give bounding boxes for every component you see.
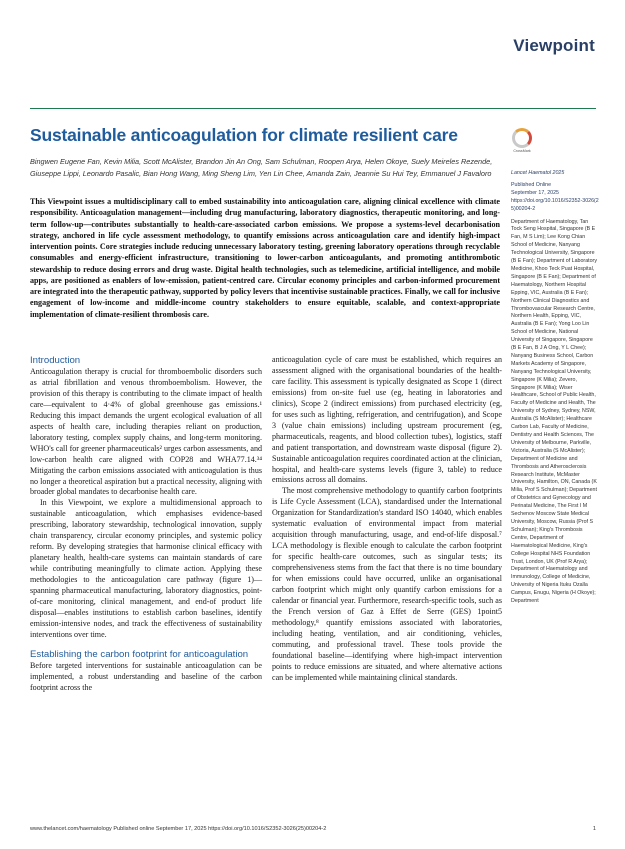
heading-carbon-footprint: Establishing the carbon footprint for anticoagulation xyxy=(30,648,249,660)
doi-link[interactable]: https://doi.org/10.1016/S2352-3026(25)00204-2 xyxy=(511,197,599,212)
section-label: Viewpoint xyxy=(513,36,595,55)
journal-name: Lancet Haematol 2025 xyxy=(511,170,565,176)
crossmark-label: CrossMark xyxy=(513,149,531,153)
paragraph: Before targeted interventions for sustainable anticoagulation can be implemented, a robust understanding and baseline of the carbon footprint across the xyxy=(30,660,262,692)
published-label: Published Online xyxy=(511,181,552,188)
page-footer xyxy=(30,826,596,832)
body-column-left xyxy=(30,355,262,694)
body-column-right xyxy=(272,355,502,684)
page-number: 1 xyxy=(592,826,596,832)
paragraph: anticoagulation cycle of care must be established, which requires an assessment aligned with the organisational boundaries of the health-care facility. This assessment is typically designated as Scope 1 (direct emissions) from on-site fuel use (eg, heating in laboratories and clinics), Scope 2 (indirect emissions) from purchased electricity (eg, for uses such as lighting, refrigeration, and centrifugation), and Scope 3 (value chain emissions) including upstream procurement (eg, pharmaceuticals, reagents, and blood collection tubes), logistics, staff and patient transportation, and downstream waste disposal (figure 2). Sustainable anticoagulation requires coordinated action at the clinician, hospital, and health-care systems levels (figure 3, table) to reduce emissions across all domains. xyxy=(272,355,502,485)
article-title: Sustainable anticoagulation for climate resilient care xyxy=(30,125,458,145)
published-date: September 17, 2025 xyxy=(511,189,560,196)
author-list: Bingwen Eugene Fan, Kevin Milia, Scott McAlister, Brandon Jin An Ong, Sam Schulman, Roopen Arya, Helen Okoye, Suely Meireles Rezende, Giuseppe Lippi, Leonardo Pasalic, Bian Hong Wang, Ming Sheng Lim, Yen Lin Chee, Amanda Zain, Jeannie Su Hui Tey, Emmanuel J Favaloro xyxy=(30,157,493,178)
crossmark-icon xyxy=(512,128,532,148)
footer-citation: www.thelancet.com/haematology Published online September 17, 2025 https://doi.org/10.1016/S2352-3026(25)00204-2 xyxy=(30,826,327,832)
header-divider xyxy=(30,108,596,109)
paragraph: Anticoagulation therapy is crucial for thromboembolic disorders such as atrial fibrillation and venous thromboembolism. However, the provision of this therapy is contributing to the climate impact of health care—equivalent to 4·4% of global greenhouse gas emissions.¹ Reducing this impact demands the urgent ecological evaluation of all aspects of health care, including therapies reliant on production, laboratory testing, complex supply chains, and long-term monitoring. WHO's call for greener pharmaceuticals² urges carbon assessments, and low-carbon health care aligned with COP28 and WHA77.14.³⁴ Mitigating the carbon emissions associated with anticoagulation is thus no longer a theoretical aspiration but a practical necessity, aligning with broader global mandates to decarbonise health care. xyxy=(30,367,262,497)
abstract: This Viewpoint issues a multidisciplinary call to embed sustainability into anticoagulation care, aligning clinical excellence with climate responsibility. Anticoagulation management—including drug manufacturing, laboratory diagnostics, therapeutic monitoring, and long-term follow-up—contributes substantially to health-care-associated carbon emissions. We propose a systems-level decarbonisation strategy, anchored in life cycle assessment methodology, to quantify emissions across anticoagulation care and identify high-impact intervention points. Core strategies include reducing unnecessary laboratory testing, greening laboratory operations through recyclable consumables and energy-efficient infrastructure, transitioning to lower-carbon anticoagulants, and promoting antithrombotic stewardship to reduce dosing errors and drug waste. Digital health technologies, such as telemedicine, artificial intelligence, and mobile apps, are positioned as enablers of low-emission, patient-centred care. Circular economy principles and carbon-informed procurement are integrated into the therapeutic pathway, supported by policy levers that incentivise sustainable practices. Finally, we call for inclusive engagement of low-income and middle-income country stakeholders to ensure equitable, scalable, and context-appropriate implementation of climate-resilient thrombosis care. xyxy=(30,197,500,319)
paragraph: The most comprehensive methodology to quantify carbon footprints is Life Cycle Assessment (LCA), standardised under the International Organization for Standardization's standard ISO 14040, which enables systematic evaluation of environmental impact from material acquisition through manufacturing, usage, and end-of-life disposal.⁷ LCA methodology is flexible enough to calculate the carbon footprint for specific health-care outcomes, such as singular tests; its comprehensiveness stems from the fact that there is no time boundary for when emissions could have occurred, unlike an organisational carbon footprint which might only quantify carbon emissions for a calendar or financial year. Furthermore, research-specific tools, such as the French version of Gaz à Effet de Serre (GES) 1point5 methodology,⁸ quantify emissions associated with laboratories, including heating, ventilation, and air conditioning, vehicles, commuting, and professional travel. These tools provide the foundational baseline—identifying where high-impact intervention points to reduce emissions are situated, and where alternative actions can be implemented while maintaining clinical standards. xyxy=(272,486,502,682)
crossmark-badge[interactable] xyxy=(510,128,534,156)
heading-introduction: Introduction xyxy=(30,355,81,366)
author-affiliations: Department of Haematology, Tan Tock Seng Hospital, Singapore (B E Fan, M S Lim); Lee Kong Chian School of Medicine, Nanyang Technological University, Singapore (B E Fan); Department of Laboratory Medicine, Khoo Teck Puat Hospital, Singapore (B E Fan); Department of Haematology, Northern Hospital Epping, VIC, Australia (B E Fan); Northern Clinical Diagnostics and Thrombovascular Research Centre, Northern Health, Epping, VIC, Australia (B E Fan); Yong Loo Lin School of Medicine, National University of Singapore, Singapore (B E Fan, B J A Ong, Y L Chee); Nanyang Business School, Carbon Markets Academy of Singapore, Nanyang Technological University, Singapore (K Milia); Zevero, Singapore (K Milia); Wiser Healthcare, School of Public Health, Faculty of Medicine and Health, The University of Sydney, Sydney, NSW, Australia (S McAlister); Healthcare Carbon Lab, Faculty of Medicine, Dentistry and Health Sciences, The University of Melbourne, Parkville, Victoria, Australia (S McAlister); Department of Medicine and Thrombosis and Atherosclerosis Research Institute, McMaster University, Hamilton, ON, Canada (K Milia, Prof S Schulman); Department of Obstetrics and Gynecology and Perinatal Medicine, The First I M Sechenov Moscow State Medical University, Moscow, Russia (Prof S Schulman); King's Thrombosis Centre, Department of Haematological Medicine, King's College Hospital NHS Foundation Trust, London, UK (Prof R Arya); Department of Haematology and Immunology, College of Medicine, University of Nigeria Ituku Ozalla Campus, Enugu, Nigeria (H Okoye); Department xyxy=(511,218,597,605)
journal-citation xyxy=(511,170,599,214)
paragraph: In this Viewpoint, we explore a multidimensional approach to sustainable anticoagulation, which emphasises evidence-based prescribing, laboratory stewardship, technological innovation, supply chain transparency, circular economy principles, and systemic policy reform. By developing strategies that harmonise clinical efficacy with planetary health, health-care systems can maintain standards of care while contributing meaningfully to climate action. Applying these methodologies to the anticoagulation care pathway (figure 1)—spanning pharmaceutical manufacturing, laboratory diagnostics, point-of-care monitoring, clinical management, and end-of product life disposal—enables institutions to establish carbon baselines, identify emission-intensive nodes, and track the effectiveness of sustainability interventions over time. xyxy=(30,498,262,639)
sidebar-notes xyxy=(511,170,599,606)
